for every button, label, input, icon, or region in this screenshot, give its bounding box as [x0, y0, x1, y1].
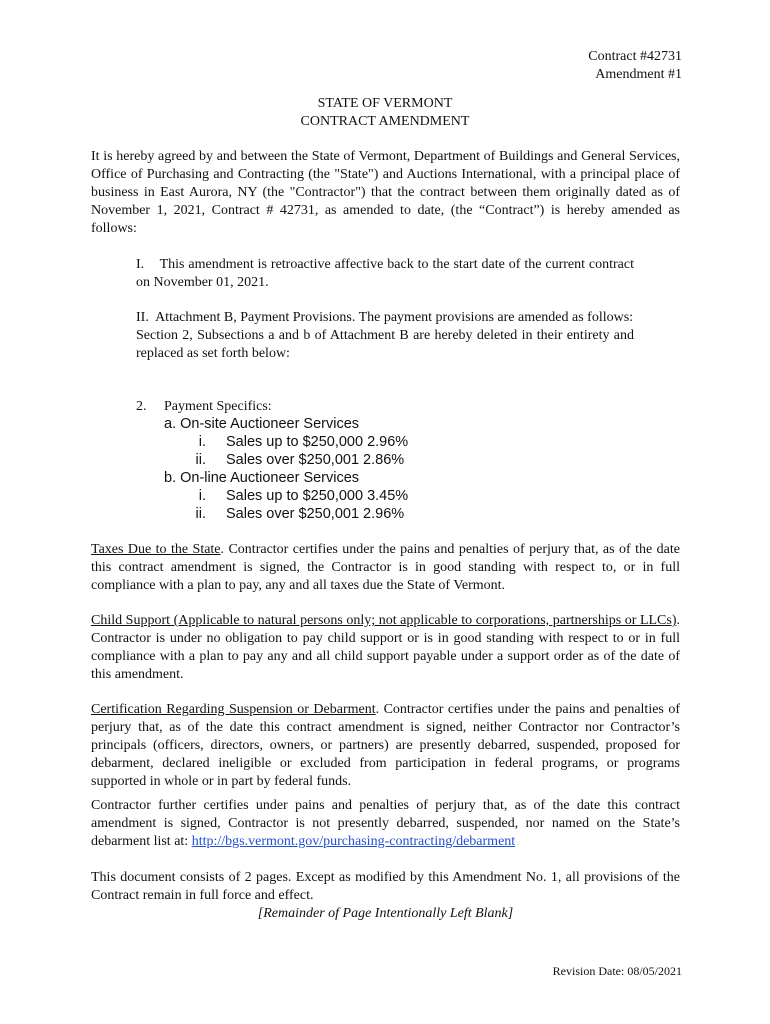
revision-date: Revision Date: 08/05/2021 [552, 964, 682, 978]
taxes-heading: Taxes Due to the State [91, 542, 221, 557]
amendment-number: Amendment #1 [595, 67, 682, 82]
title-contract-amendment: CONTRACT AMENDMENT [300, 114, 470, 129]
item-one-number: I. [136, 257, 145, 272]
item-two-section-text: Section 2, Subsections a and b of Attachment B are hereby deleted in their entirety and replaced as set forth below: [136, 328, 634, 361]
debarment-paragraph [91, 701, 680, 791]
item-one [136, 256, 634, 292]
taxes-body: . Contractor certifies under the pains and penalties of perjury that, as of the date this contract amendment is signed, the Contractor is in good standing with respect to, or in full compliance with a plan to pay, any and all taxes due the State of Vermont. [91, 542, 680, 593]
debarment-body: . Contractor certifies under the pains and penalties of perjury that, as of the date this contract amendment is signed, neither Contractor nor Contractor’s principals (officers, directors, owners, or partners) are presently debarred, suspended, proposed for debarment, declared ineligible or excluded from participation in federal programs, or programs supported in whole or in part by federal funds. [91, 702, 680, 789]
online-services-label: b. On-line Auctioneer Services [164, 470, 360, 486]
onsite-i-text: Sales up to $250,000 2.96% [226, 434, 409, 450]
blank-page-note: [Remainder of Page Intentionally Left Blank] [257, 906, 514, 921]
taxes-paragraph [91, 541, 680, 595]
contract-number: Contract #42731 [588, 49, 682, 64]
child-support-paragraph [91, 612, 680, 684]
onsite-ii-number: ii. [195, 452, 206, 468]
debarment-list-link[interactable]: http://bgs.vermont.gov/purchasing-contracting/debarment [191, 834, 516, 849]
debarment-heading: Certification Regarding Suspension or Debarment [91, 702, 376, 717]
title-block [0, 95, 770, 131]
online-i-text: Sales up to $250,000 3.45% [226, 488, 409, 504]
payment-heading: Payment Specifics: [164, 399, 272, 414]
item-two-text: Attachment B, Payment Provisions. The payment provisions are amended as follows: [155, 310, 634, 325]
child-support-body: . Contractor is under no obligation to pay child support or is in good standing with respect to or in full compliance with a plan to pay any and all child support payable under a support order as of the date of this amendment. [91, 613, 680, 682]
onsite-i-number: i. [198, 434, 206, 450]
onsite-ii-text: Sales over $250,001 2.86% [226, 452, 405, 468]
onsite-services-label: a. On-site Auctioneer Services [164, 416, 360, 432]
item-two-number: II. [136, 310, 149, 325]
item-one-text: This amendment is retroactive affective back to the start date of the current contract on November 01, 2021. [136, 257, 634, 290]
item-two [136, 309, 634, 363]
online-ii-text: Sales over $250,001 2.96% [226, 506, 405, 522]
debarment-further-paragraph [91, 797, 680, 851]
online-i-number: i. [198, 488, 206, 504]
debarment-further-text: Contractor further certifies under pains and penalties of perjury that, as of the date this contract amendment is signed, Contractor is not presently debarred, suspended, nor named on the State’s debarment list at: [91, 798, 680, 849]
online-ii-number: ii. [195, 506, 206, 522]
intro-paragraph: It is hereby agreed by and between the State of Vermont, Department of Buildings and General Services, Office of Purchasing and Contracting (the "State") and Auctions International, with a principal place of business in East Aurora, NY (the "Contractor") that the contract between them originally dated as of November 1, 2021, Contract # 42731, as amended to date, (the “Contract”) is hereby amended as follows: [91, 149, 680, 236]
header-block [382, 48, 682, 84]
child-support-heading: Child Support (Applicable to natural persons only; not applicable to corporations, partnerships or LLCs) [91, 613, 677, 628]
payment-number: 2. [136, 399, 147, 414]
title-state: STATE OF VERMONT [317, 96, 453, 111]
closing-paragraph: This document consists of 2 pages. Except as modified by this Amendment No. 1, all provisions of the Contract remain in full force and effect. [91, 870, 680, 903]
